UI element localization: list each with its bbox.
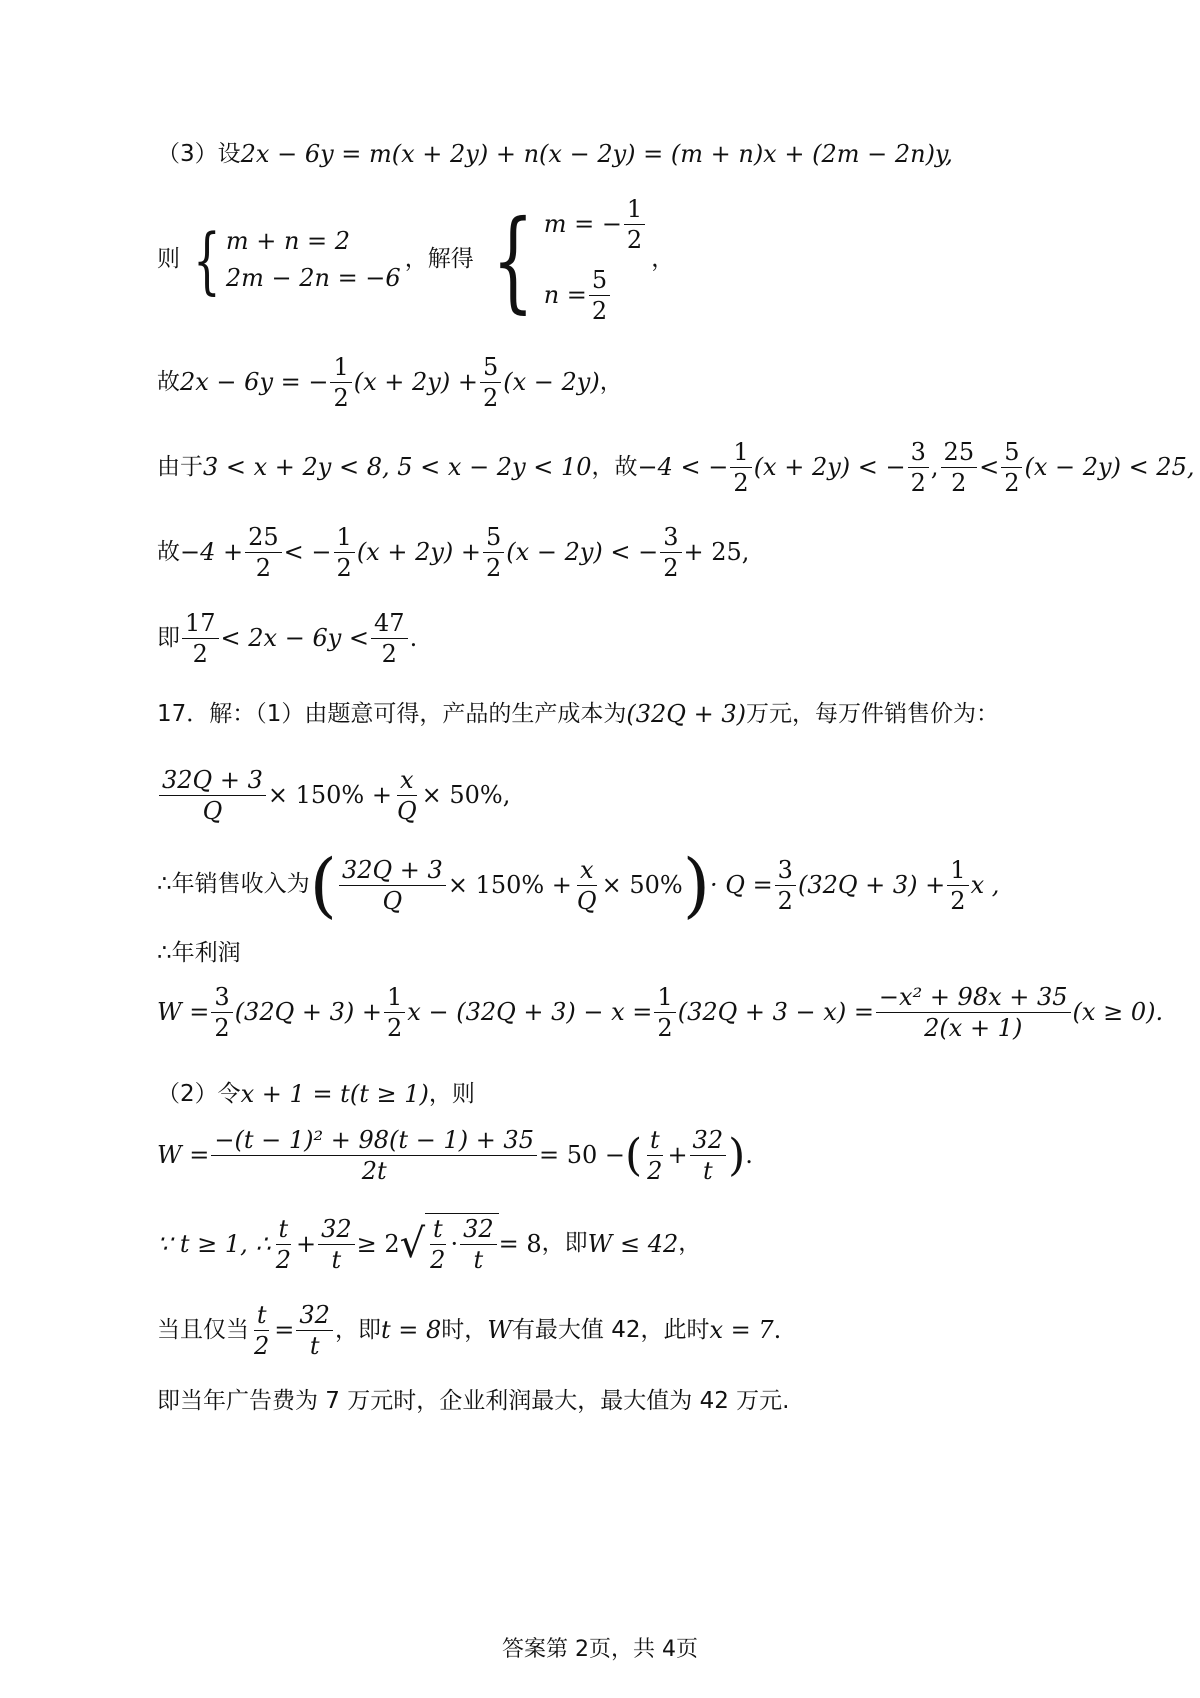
fraction-numerator: 1 (624, 194, 645, 225)
expr-part: < − (283, 538, 332, 567)
fraction-numerator: 17 (182, 608, 219, 639)
fraction-numerator: 1 (384, 982, 405, 1013)
fraction (273, 1214, 294, 1275)
expr-part: t = 8 (380, 1316, 442, 1345)
solve-text: ，解得 (404, 246, 474, 273)
fraction-numerator: 32 (460, 1214, 497, 1245)
line-price-expr (157, 765, 1080, 826)
therefore-text: 故 (157, 368, 180, 395)
expr-part: · Q = (710, 870, 773, 899)
expr-part: (32Q + 3) + (797, 870, 946, 899)
sqrt-icon: √ (399, 1221, 426, 1267)
expr-part: ≥ 2 (356, 1229, 400, 1258)
expr-part: (x − 2y) < − (506, 538, 659, 567)
comma: ， (599, 368, 623, 395)
fraction (775, 855, 796, 916)
line-result-expr (157, 352, 1080, 413)
math-symbol: · (450, 1230, 459, 1259)
eq-2: 2m − 2n = −6 (225, 264, 401, 292)
fraction-numerator: 5 (1001, 437, 1022, 468)
fraction-numerator: 47 (371, 608, 408, 639)
fraction-denominator: Q (396, 797, 417, 825)
fraction-denominator: 2 (333, 384, 349, 412)
fraction-denominator: 2 (275, 1245, 291, 1274)
comma: ， (651, 246, 675, 273)
fraction-numerator: 32 (296, 1300, 333, 1331)
fraction-denominator: 2 (482, 384, 499, 412)
fraction (211, 982, 232, 1043)
math-symbol: + (667, 1141, 688, 1170)
therefore-text: 故 (157, 538, 180, 565)
fraction (339, 855, 446, 916)
fraction-denominator: 2 (910, 469, 926, 497)
i-e-text: ，即 (541, 1230, 588, 1257)
math-symbol (544, 265, 648, 326)
fraction-numerator: −x² + 98x + 35 (876, 982, 1071, 1013)
fraction-denominator: 2 (591, 297, 608, 325)
expr-part: W (487, 1316, 512, 1345)
fraction (624, 194, 645, 255)
expr-part: 2x − 6y = − (180, 368, 329, 397)
decomposition-expr: 2x − 6y = m(x + 2y) + n(x − 2y) = (m + n)x + (2m − 2n)y, (240, 140, 953, 168)
fraction-denominator: 2 (777, 886, 793, 915)
line-revenue (157, 844, 1080, 926)
fraction-denominator: t (331, 1245, 342, 1274)
solution-system (478, 194, 648, 326)
expr-part: ∵ t ≥ 1, ∴ (157, 1229, 271, 1258)
line-system (157, 195, 1080, 325)
expr-part: (x + 2y) < − (753, 453, 906, 482)
fraction-numerator: 1 (654, 982, 675, 1013)
fraction (941, 437, 978, 498)
left-paren-icon: ( (309, 844, 337, 926)
expr-part: × 50%, (421, 781, 511, 810)
sqrt-body (425, 1213, 498, 1275)
expr-part: < (979, 453, 1000, 482)
line-equality (157, 1300, 1080, 1361)
expr-part: × 150% + (447, 870, 572, 899)
fraction-denominator: 2 (663, 554, 679, 582)
period: . (745, 1141, 753, 1170)
fraction-numerator: 1 (334, 522, 355, 553)
fraction-numerator: x (397, 765, 417, 796)
fraction-denominator: 2 (214, 1014, 230, 1042)
n-value-label: n = (543, 281, 587, 310)
fraction-denominator: 2(x + 1) (924, 1014, 1023, 1042)
fraction-numerator: −(t − 1)² + 98(t − 1) + 35 (211, 1125, 537, 1156)
line-17-intro (157, 700, 1080, 729)
fraction (371, 608, 408, 669)
fraction-denominator: 2 (647, 1157, 663, 1185)
fraction-denominator: t (702, 1157, 713, 1185)
fraction-denominator: 2 (1004, 469, 1020, 497)
fraction-denominator: 2 (950, 886, 966, 915)
max-text: 有最大值 42，此时 (511, 1316, 710, 1343)
fraction-numerator: 5 (483, 522, 504, 553)
fraction-numerator: 32 (318, 1214, 355, 1245)
fraction (159, 765, 266, 826)
fraction (251, 1300, 272, 1361)
line-am-gm (157, 1213, 1080, 1275)
fraction-denominator: Q (382, 886, 403, 915)
fraction-numerator: 32 (690, 1125, 727, 1156)
expr-part: (32Q + 3 − x) = (677, 998, 874, 1027)
then-text: 则 (157, 246, 180, 273)
fraction-denominator: Q (202, 797, 223, 825)
fraction-numerator: 3 (211, 982, 232, 1013)
iff-text: 当且仅当 (157, 1316, 249, 1343)
expr-part: < 2x − 6y < (220, 624, 370, 653)
line-profit-expr (157, 982, 1164, 1043)
line-sum-bounds (157, 522, 1080, 583)
revenue-text: ∴年销售收入为 (157, 871, 310, 898)
line-3-setup (157, 140, 1080, 169)
math-symbol (226, 227, 401, 293)
expr-part: + 25, (683, 538, 750, 567)
brace-icon: { (491, 196, 534, 324)
math-symbol (544, 194, 648, 255)
fraction (660, 522, 681, 583)
math-symbol (544, 194, 648, 326)
fraction-numerator: 1 (330, 352, 351, 383)
cost-expr: (32Q + 3) (626, 700, 746, 728)
fraction-numerator: 3 (775, 855, 796, 886)
expr-part: × 50% (601, 870, 683, 899)
right-paren-icon: ) (728, 1129, 746, 1181)
expr-part: x − (32Q + 3) − x = (407, 998, 653, 1027)
line-conclusion-3 (157, 608, 1080, 669)
fraction-denominator: 2 (381, 640, 397, 668)
fraction-denominator: Q (576, 886, 597, 915)
expr-part: = (274, 1316, 295, 1345)
fraction-denominator: 2 (951, 469, 967, 497)
fraction (947, 855, 968, 916)
expr-part: (32Q + 3) + (234, 998, 383, 1027)
given-text: 由于 (157, 453, 203, 480)
fraction (211, 1125, 537, 1186)
fraction-numerator: 32Q + 3 (339, 855, 446, 886)
i-e-text: ，即 (334, 1316, 381, 1343)
fraction-denominator: t (309, 1332, 320, 1360)
brace-icon: { (193, 218, 221, 302)
expr-part: W = (157, 998, 210, 1027)
fraction-denominator: 2t (361, 1157, 387, 1185)
fraction-numerator: t (430, 1214, 446, 1245)
expr-part: W = (157, 1141, 210, 1170)
fraction (690, 1125, 727, 1186)
right-paren-icon: ) (682, 844, 710, 926)
substitution-expr: x + 1 = t(t ≥ 1) (240, 1080, 429, 1108)
eq-1: m + n = 2 (225, 227, 351, 256)
line-bounds (157, 437, 1195, 498)
fraction-numerator: 25 (245, 522, 282, 553)
fraction-denominator: 2 (657, 1014, 673, 1042)
when-text: 时， (441, 1316, 488, 1343)
fraction (589, 265, 610, 326)
m-value-label: m = − (543, 210, 622, 239)
condition-expr: 3 < x + 2y < 8, 5 < x − 2y < 10 (203, 453, 592, 482)
fraction-denominator: t (473, 1246, 484, 1274)
line-part-2 (157, 1080, 1080, 1109)
fraction (644, 1125, 665, 1186)
fraction (394, 765, 420, 826)
expr-part: −4 + (180, 538, 244, 567)
fraction-denominator: 2 (387, 1014, 403, 1042)
price-text: 万元，每万件销售价为： (745, 700, 999, 727)
fraction (483, 522, 504, 583)
fraction-numerator: t (276, 1214, 292, 1245)
fraction-denominator: 2 (254, 1332, 270, 1360)
fraction-numerator: 5 (589, 265, 610, 296)
problem-17-text: 17．解：（1）由题意可得，产品的生产成本为 (157, 700, 627, 727)
fraction-numerator: 32Q + 3 (159, 765, 266, 796)
fraction-numerator: 5 (480, 352, 501, 383)
fraction (318, 1214, 355, 1275)
period: . (773, 1316, 782, 1345)
expr-part: × 150% + (267, 781, 392, 810)
fraction (1001, 437, 1022, 498)
expr-part: W ≤ 42 (587, 1229, 679, 1258)
fraction-denominator: 2 (626, 226, 643, 254)
fraction (876, 982, 1071, 1043)
page-footer: 答案第 2页，共 4页 (502, 1637, 698, 1662)
fraction (384, 982, 405, 1043)
fraction-numerator: 1 (730, 437, 751, 468)
expr-part: (x − 2y) < 25, (1024, 453, 1195, 482)
fraction (654, 982, 675, 1043)
fraction (427, 1214, 448, 1275)
fraction (908, 437, 929, 498)
fraction-denominator: 2 (192, 640, 208, 668)
comma: ， (678, 1230, 702, 1257)
fraction (245, 522, 282, 583)
expr-part: x = 7 (709, 1316, 774, 1345)
part-2-label: （2）令 (157, 1080, 241, 1107)
left-paren-icon: ( (624, 1129, 643, 1181)
expr-part: (x + 2y) + (356, 538, 482, 567)
fraction-denominator: 2 (255, 554, 272, 582)
expr-part: (x − 2y) (503, 368, 600, 397)
expr-part: x , (970, 870, 1000, 899)
equation-system (184, 218, 401, 302)
fraction-denominator: 2 (486, 554, 502, 582)
fraction (480, 352, 501, 413)
then-text: ，则 (428, 1080, 475, 1107)
i-e-text: 即 (157, 624, 180, 651)
expr-part: + (296, 1229, 317, 1258)
line-w-t (157, 1125, 1080, 1186)
fraction-numerator: 25 (941, 437, 978, 468)
fraction (334, 522, 355, 583)
expr-part: (x ≥ 0). (1072, 998, 1164, 1027)
fraction-numerator: t (254, 1300, 270, 1331)
fraction-numerator: 3 (908, 437, 929, 468)
expr-part: = 8 (498, 1229, 542, 1258)
profit-text: ∴年利润 (157, 940, 241, 966)
fraction-denominator: 2 (733, 469, 749, 497)
fraction-denominator: 2 (430, 1246, 446, 1274)
period: . (409, 624, 418, 653)
fraction-numerator: x (577, 855, 597, 886)
fraction (182, 608, 219, 669)
therefore-text: ，故 (591, 453, 638, 480)
final-answer-text: 即当年广告费为 7 万元时，企业利润最大，最大值为 42 万元. (157, 1388, 790, 1414)
fraction (574, 855, 600, 916)
line-final-answer (157, 1388, 1080, 1416)
expr-part: = 50 − (538, 1141, 625, 1170)
expr-part: , (930, 453, 939, 482)
expr-part: −4 < − (637, 453, 729, 482)
part-3-label: （3）设 (157, 140, 241, 167)
fraction (460, 1214, 497, 1275)
fraction (330, 352, 351, 413)
fraction-numerator: 3 (660, 522, 681, 553)
fraction (730, 437, 751, 498)
fraction-numerator: t (647, 1125, 663, 1156)
fraction-numerator: 1 (947, 855, 968, 886)
fraction-denominator: 2 (336, 554, 352, 582)
fraction (296, 1300, 333, 1361)
expr-part: (x + 2y) + (353, 368, 478, 397)
line-profit-label (157, 940, 1080, 968)
